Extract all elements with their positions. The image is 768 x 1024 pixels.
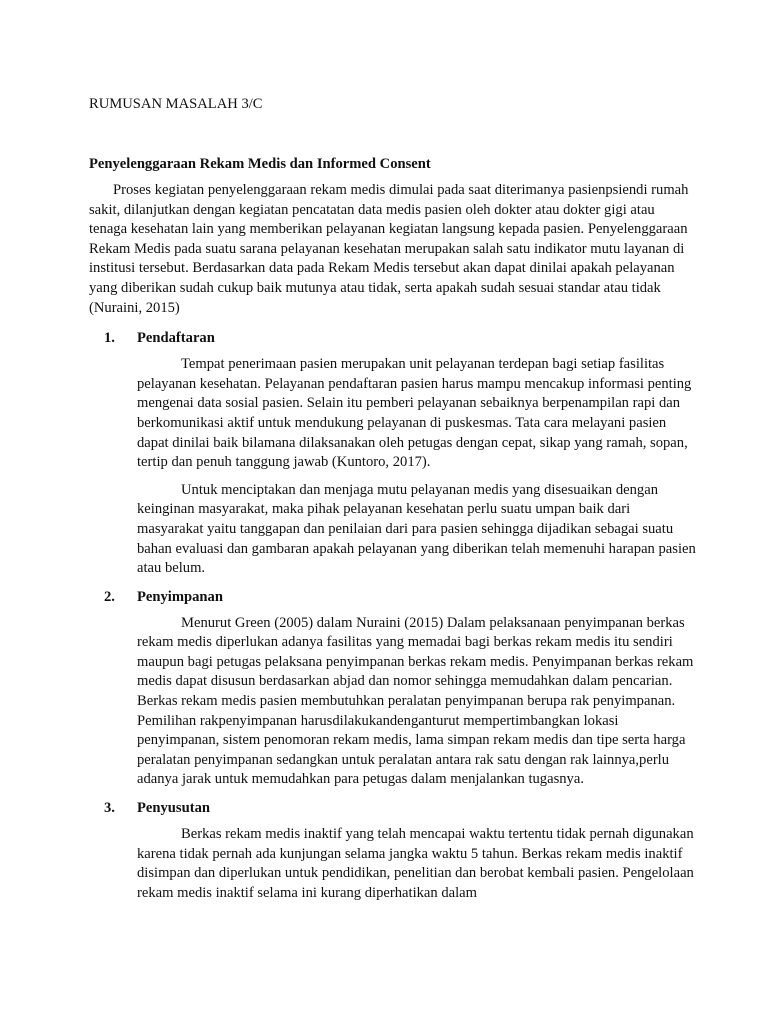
list-item-penyimpanan xyxy=(89,587,696,790)
item-paragraph: Untuk menciptakan dan menjaga mutu pelayanan medis yang disesuaikan dengan keinginan masyarakat, maka pihak pelayanan kesehatan perlu suatu umpan baik dari masyarakat yaitu tanggapan dan penilaian dari para pasien sehingga dijadikan sebagai suatu bahan evaluasi dan gambaran apakah pelayanan yang diberikan telah memenuhi harapan pasien atau belum. xyxy=(137,481,696,577)
item-paragraph: Tempat penerimaan pasien merupakan unit pelayanan terdepan bagi setiap fasilitas pelayanan kesehatan. Pelayanan pendaftaran pasien harus mampu mencakup informasi penting mengenai data sosial pasien. Selain itu pemberi pelayanan sebaiknya berpenampilan rapi dan berkomunikasi aktif untuk mendukung pelayanan di puskesmas. Tata cara melayani pasien dapat dinilai baik bilamana dilaksanakan oleh petugas dengan cepat, sikap yang ramah, sopan, tertip dan penuh tanggung jawab (Kuntoro, 2017). xyxy=(137,356,692,471)
item-heading-row xyxy=(89,587,696,607)
item-heading-row xyxy=(89,328,696,348)
item-paragraph: Menurut Green (2005) dalam Nuraini (2015) Dalam pelaksanaan penyimpanan berkas rekam medis diperlukan adanya fasilitas yang memadai bagi berkas rekam medis itu sendiri maupun bagi petugas pelaksana penyimpanan berkas rekam medis. Penyimpanan berkas rekam medis dapat disusun berdasarkan abjad dan nomor sehingga memudahkan dalam pencarian. Berkas rekam medis pasien membutuhkan peralatan penyimpanan berupa rak penyimpanan. Pemilihan rakpenyimpanan harusdilakukandenganturut mempertimbangkan lokasi penyimpanan, sistem penomoran rekam medis, lama simpan rekam medis dan tipe serta harga peralatan penyimpanan sedangkan untuk peralatan antara rak satu dengan rak lainnya,perlu adanya jarak untuk memudahkan para petugas dalam menjalankan tugasnya. xyxy=(137,614,694,788)
intro-paragraph: Proses kegiatan penyelenggaraan rekam medis dimulai pada saat diterimanya pasienpsiendi rumah sakit, dilanjutkan dengan kegiatan pencatatan data medis pasien oleh dokter atau dokter gigi atau tenaga kesehatan lain yang memberikan pelayanan kegiatan langsung kepada pasien. Penyelenggaraan Rekam Medis pada suatu sarana pelayanan kesehatan merupakan salah satu indikator mutu layanan di institusi tersebut. Berdasarkan data pada Rekam Medis tersebut akan dapat dinilai apakah pelayanan yang diberikan sudah cukup baik mutunya atau tidak, serta apakah sudah sesuai standar atau tidak (Nuraini, 2015) xyxy=(89,182,689,316)
numbered-list xyxy=(89,328,696,903)
list-item-pendaftaran xyxy=(89,328,696,579)
item-paragraph: Berkas rekam medis inaktif yang telah mencapai waktu tertentu tidak pernah digunakan karena tidak pernah ada kunjungan selama jangka waktu 5 tahun. Berkas rekam medis inaktif disimpan dan diperlukan untuk pendidikan, penelitian dan berobat kembali pasien. Pengelolaan rekam medis inaktif selama ini kurang diperhatikan dalam xyxy=(137,826,694,901)
section-heading: Penyelenggaraan Rekam Medis dan Informed Consent xyxy=(89,156,431,172)
item-number: 2. xyxy=(104,588,115,605)
item-heading: Penyimpanan xyxy=(137,588,223,605)
item-heading: Pendaftaran xyxy=(137,330,215,347)
document-title: RUMUSAN MASALAH 3/C xyxy=(89,96,263,112)
item-number: 3. xyxy=(104,800,115,817)
item-heading-row xyxy=(89,798,696,818)
item-heading: Penyusutan xyxy=(137,800,210,817)
item-number: 1. xyxy=(104,330,115,347)
list-item-penyusutan xyxy=(89,798,696,903)
